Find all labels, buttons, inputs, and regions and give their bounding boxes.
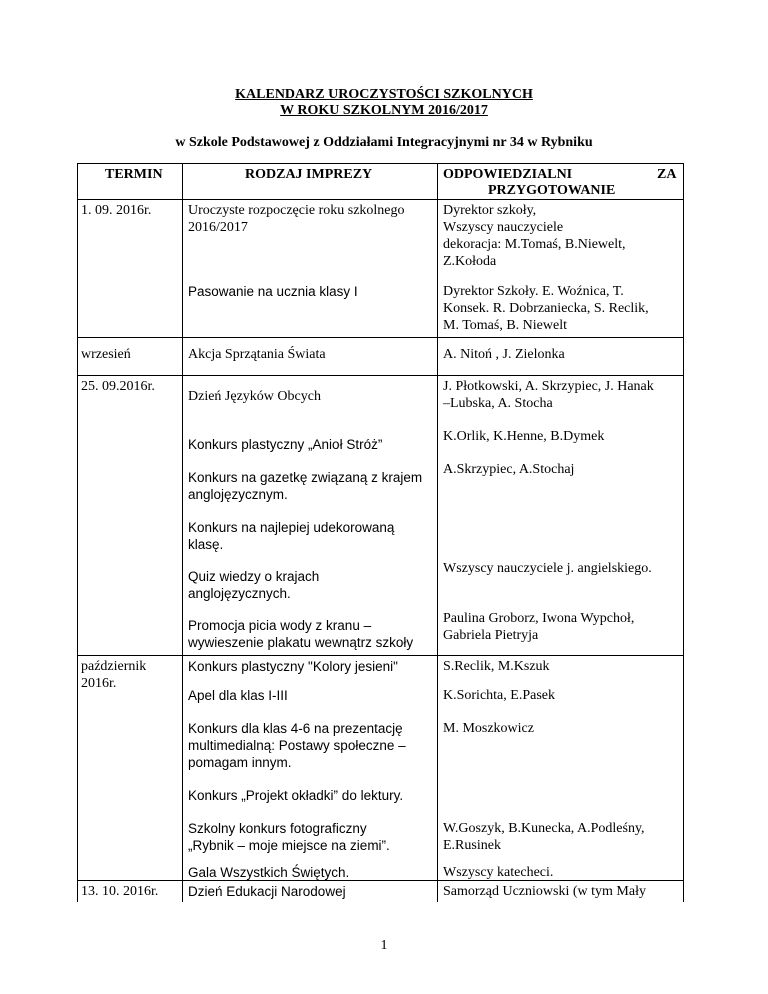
responsible-cell: K.Sorichta, E.Pasek: [443, 688, 555, 703]
responsible-cell: S.Reclik, M.Kszuk: [443, 659, 550, 674]
event-cell: Uroczyste rozpoczęcie roku szkolnego 2016/2017: [188, 203, 405, 235]
event-cell: Apel dla klas I-III: [188, 688, 288, 703]
event-cell: Szkolny konkurs fotograficzny „Rybnik – moje miejsce na ziemi”.: [188, 821, 390, 853]
document-title-line1: KALENDARZ UROCZYSTOŚCI SZKOLNYCH: [235, 87, 533, 102]
termin-cell: październik 2016r.: [81, 659, 147, 691]
termin-cell: 25. 09.2016r.: [81, 379, 155, 394]
row-divider: [77, 880, 684, 881]
termin-cell: 13. 10. 2016r.: [81, 884, 159, 899]
document-subtitle: w Szkole Podstawowej z Oddziałami Integracyjnymi nr 34 w Rybniku: [175, 135, 593, 150]
header-za: ZA: [657, 167, 677, 182]
event-cell: Quiz wiedzy o krajach anglojęzycznych.: [188, 569, 320, 601]
table-border-right: [683, 163, 684, 902]
event-cell: Konkurs plastyczny „Anioł Stróż”: [188, 437, 383, 452]
row-divider: [77, 199, 684, 200]
responsible-cell: Wszyscy nauczyciele j. angielskiego.: [443, 561, 652, 576]
document-title-line2: W ROKU SZKOLNYM 2016/2017: [280, 103, 488, 118]
event-cell: Konkurs na najlepiej udekorowaną klasę.: [188, 520, 395, 552]
page-number: 1: [380, 938, 388, 953]
event-cell: Gala Wszystkich Świętych.: [188, 865, 350, 880]
event-cell: Dzień Języków Obcych: [188, 389, 321, 404]
event-cell: Konkurs plastyczny "Kolory jesieni": [188, 659, 398, 674]
responsible-cell: Samorząd Uczniowski (w tym Mały: [443, 884, 646, 899]
row-divider: [77, 375, 684, 376]
header-termin: TERMIN: [105, 167, 163, 182]
event-cell: Promocja picia wody z kranu – wywieszenie plakatu wewnątrz szkoły: [188, 618, 414, 650]
event-cell: Konkurs „Projekt okładki” do lektury.: [188, 788, 404, 803]
row-divider: [77, 337, 684, 338]
event-cell: Pasowanie na ucznia klasy I: [188, 284, 358, 299]
table-border-left: [77, 163, 78, 902]
responsible-cell: M. Moszkowicz: [443, 721, 534, 736]
responsible-cell: A. Nitoń , J. Zielonka: [443, 347, 565, 362]
responsible-cell: W.Goszyk, B.Kunecka, A.Podleśny, E.Rusinek: [443, 821, 645, 853]
responsible-cell: A.Skrzypiec, A.Stochaj: [443, 462, 575, 477]
event-cell: Akcja Sprzątania Świata: [188, 347, 326, 362]
header-przygotowanie: PRZYGOTOWANIE: [488, 183, 616, 198]
event-cell: Konkurs na gazetkę związaną z krajem anglojęzycznym.: [188, 470, 423, 502]
responsible-cell: Wszyscy katecheci.: [443, 865, 554, 880]
responsible-cell: Dyrektor Szkoły. E. Woźnica, T. Konsek. R. Dobrzaniecka, S. Reclik, M. Tomaś, B. Niewelt: [443, 284, 649, 333]
table-divider-col2: [437, 163, 438, 902]
responsible-cell: Dyrektor szkoły, Wszyscy nauczyciele dekoracja: M.Tomaś, B.Niewelt, Z.Kołoda: [443, 203, 626, 269]
responsible-cell: J. Płotkowski, A. Skrzypiec, J. Hanak –Lubska, A. Stocha: [443, 379, 654, 411]
header-rodzaj-imprezy: RODZAJ IMPREZY: [245, 167, 373, 182]
table-border-top: [77, 163, 684, 164]
termin-cell: 1. 09. 2016r.: [81, 203, 152, 218]
responsible-cell: Paulina Groborz, Iwona Wypchoł, Gabriela Pietryja: [443, 611, 635, 643]
event-cell: Konkurs dla klas 4-6 na prezentację multimedialną: Postawy społeczne – pomagam innym.: [188, 721, 406, 770]
termin-cell: wrzesień: [81, 347, 131, 362]
row-divider: [77, 655, 684, 656]
responsible-cell: K.Orlik, K.Henne, B.Dymek: [443, 429, 605, 444]
table-divider-col1: [182, 163, 183, 902]
header-odpowiedzialni: ODPOWIEDZIALNI: [443, 167, 573, 182]
event-cell: Dzień Edukacji Narodowej: [188, 884, 346, 899]
